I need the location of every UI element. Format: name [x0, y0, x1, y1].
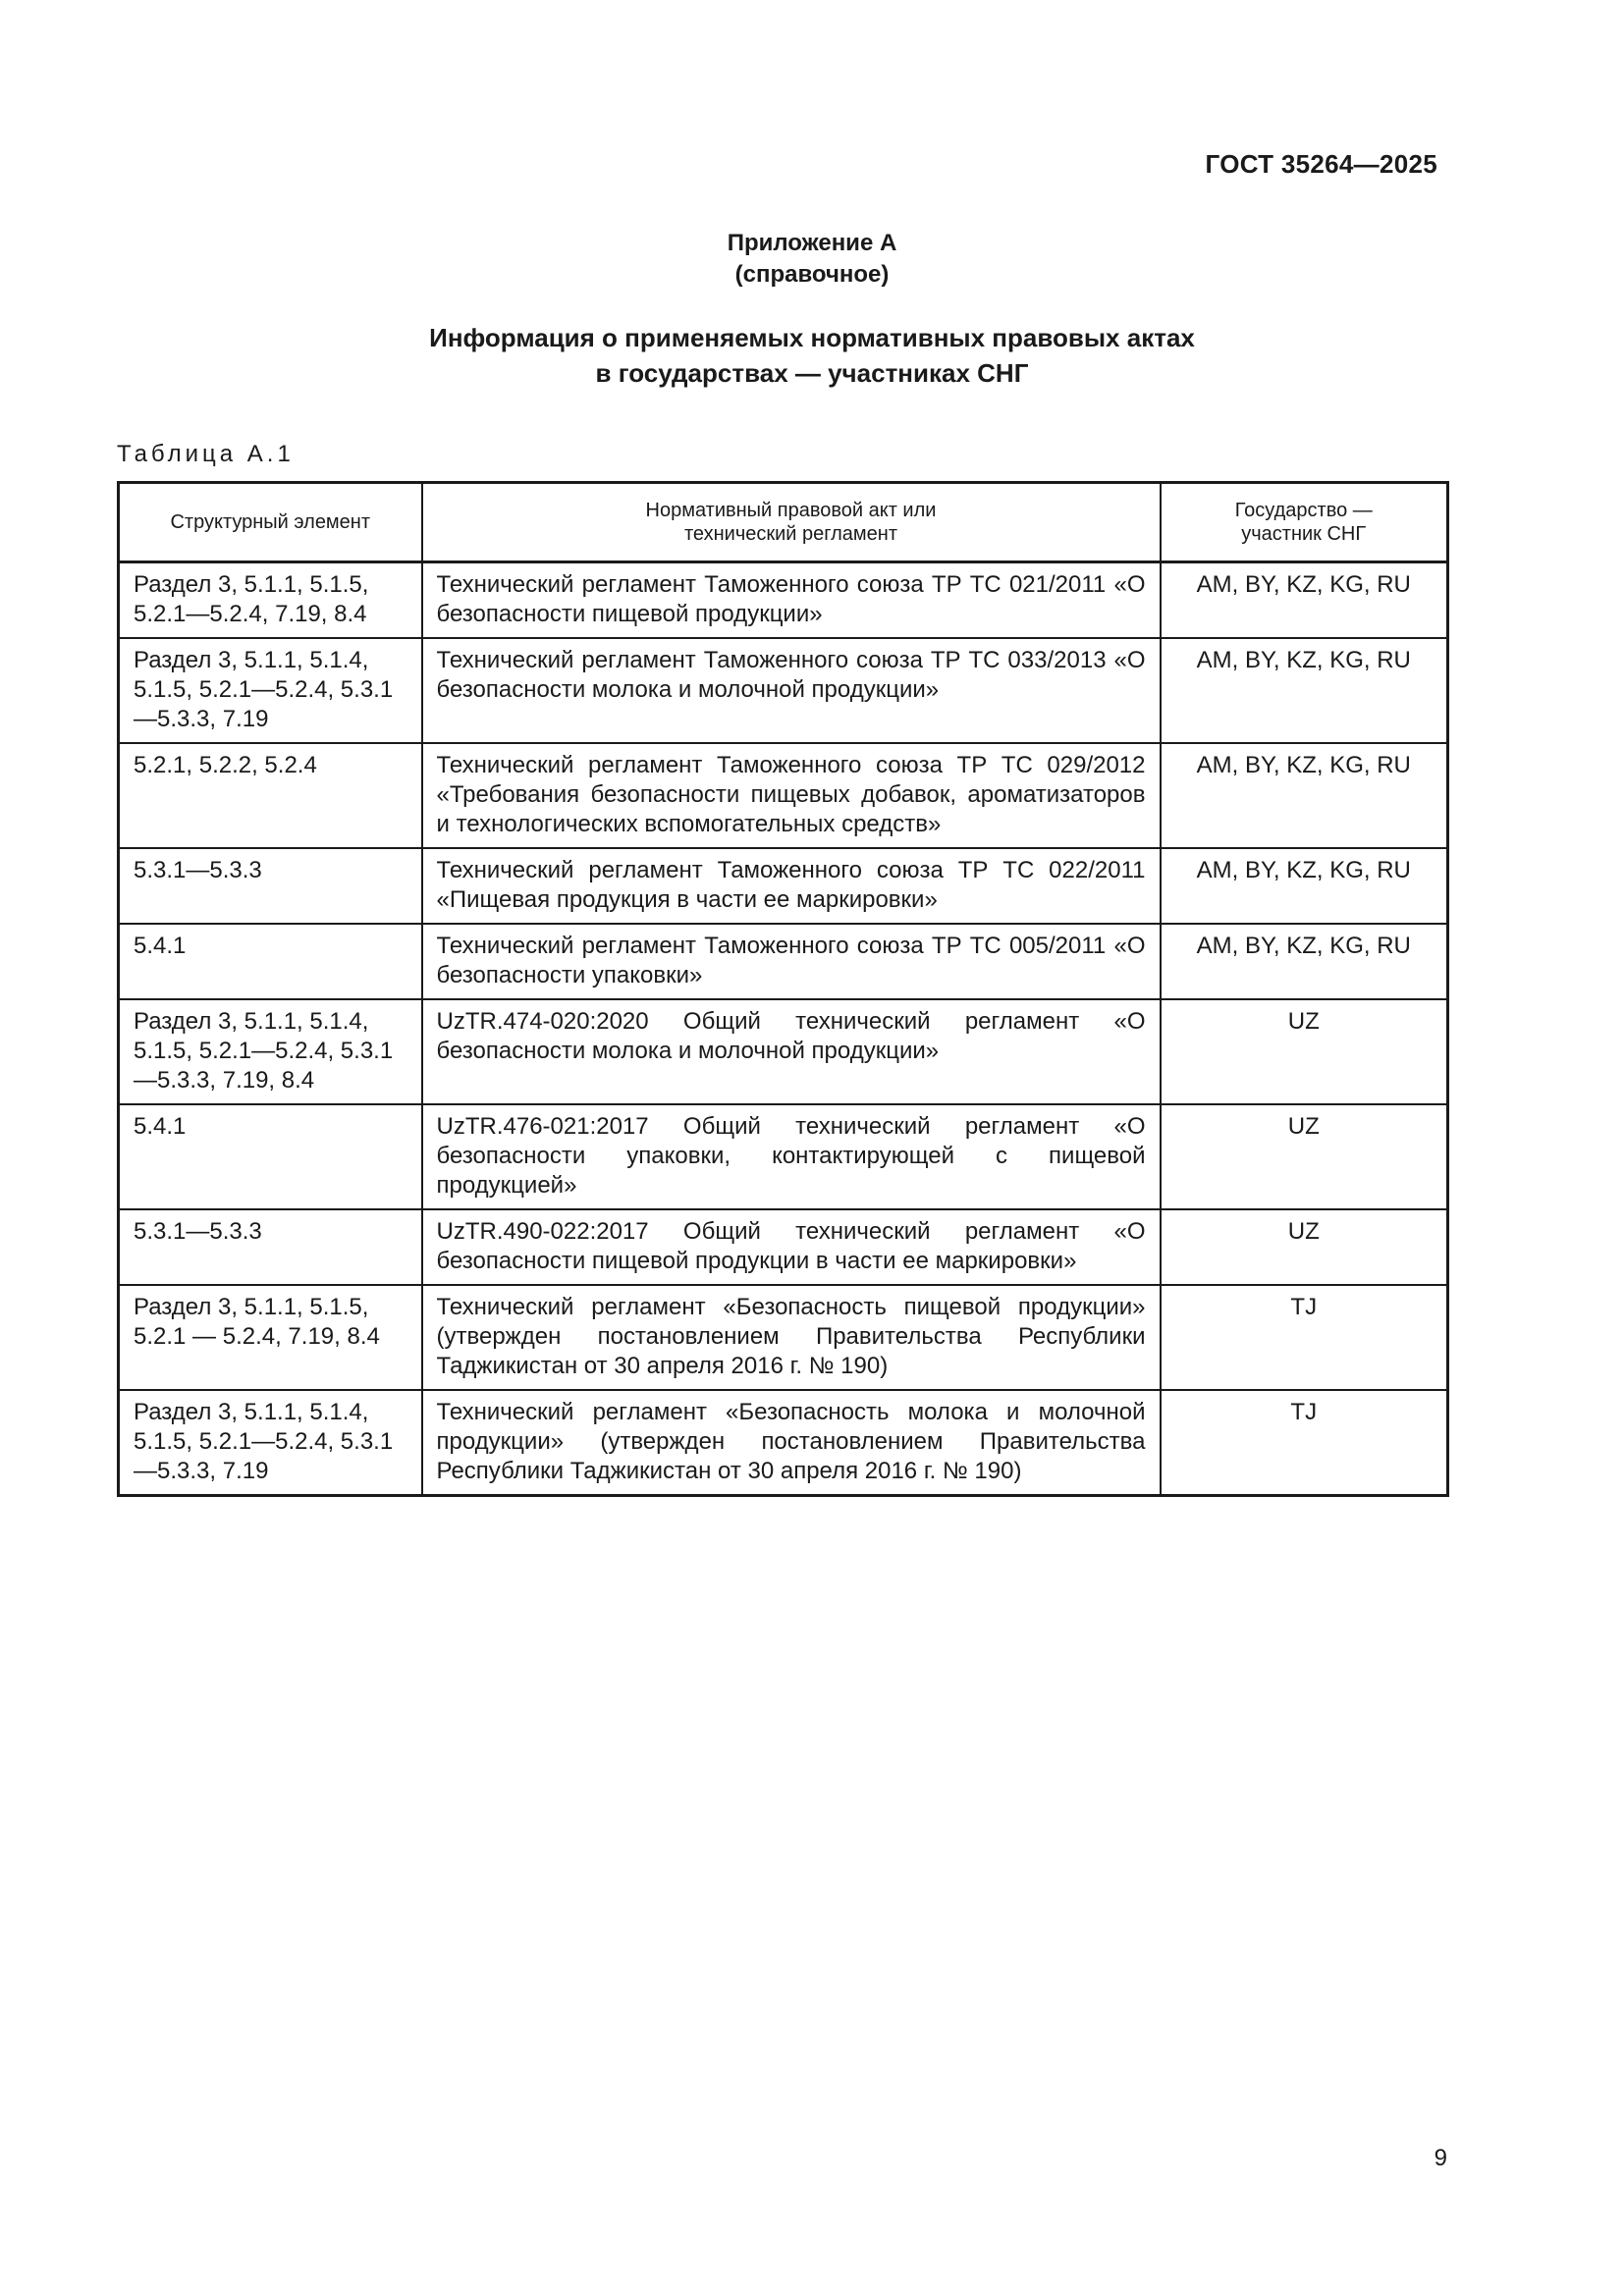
regulation-cell: Технический регламент «Безопасность молока и молочной продукции» (утвержден постановлением Правительства Республики Таджикистан от 30 апреля 2016 г. № 190) [422, 1390, 1161, 1496]
regulation-cell: Технический регламент Таможенного союза ТР ТС 033/2013 «О безопасности молока и молочной продукции» [422, 638, 1161, 743]
structural-element-cell: Раздел 3, 5.1.1, 5.1.4, 5.1.5, 5.2.1—5.2.4, 5.3.1—5.3.3, 7.19, 8.4 [119, 999, 422, 1104]
table-header-row [119, 483, 1448, 562]
state-cell: AM, BY, KZ, KG, RU [1161, 743, 1448, 848]
table-caption: Таблица А.1 [117, 441, 295, 467]
structural-element-cell: Раздел 3, 5.1.1, 5.1.4, 5.1.5, 5.2.1—5.2.4, 5.3.1—5.3.3, 7.19 [119, 1390, 422, 1496]
table-row [119, 638, 1448, 743]
column-header-state-line1: Государство — [1234, 500, 1373, 521]
structural-element-cell: 5.4.1 [119, 1104, 422, 1209]
state-cell: UZ [1161, 1104, 1448, 1209]
structural-element-cell: 5.4.1 [119, 924, 422, 999]
appendix-title: Приложение А [727, 230, 897, 256]
regulation-cell: UzTR.490-022:2017 Общий технический регламент «О безопасности пищевой продукции в части ее маркировки» [422, 1209, 1161, 1285]
structural-element-cell: 5.3.1—5.3.3 [119, 848, 422, 924]
regulation-cell: Технический регламент Таможенного союза ТР ТС 005/2011 «О безопасности упаковки» [422, 924, 1161, 999]
state-cell: UZ [1161, 999, 1448, 1104]
state-cell: AM, BY, KZ, KG, RU [1161, 638, 1448, 743]
table-row [119, 1104, 1448, 1209]
table-row [119, 1285, 1448, 1390]
structural-element-cell: Раздел 3, 5.1.1, 5.1.4, 5.1.5, 5.2.1—5.2.4, 5.3.1—5.3.3, 7.19 [119, 638, 422, 743]
column-header-act-line1: Нормативный правовой акт или [645, 500, 937, 521]
table-row [119, 1390, 1448, 1496]
appendix-header [0, 228, 1624, 291]
column-header-element-label: Структурный элемент [170, 511, 371, 533]
state-cell: AM, BY, KZ, KG, RU [1161, 562, 1448, 639]
column-header-state [1161, 483, 1448, 562]
section-heading [0, 320, 1624, 391]
structural-element-cell: Раздел 3, 5.1.1, 5.1.5, 5.2.1—5.2.4, 7.19, 8.4 [119, 562, 422, 639]
state-cell: TJ [1161, 1285, 1448, 1390]
state-cell: UZ [1161, 1209, 1448, 1285]
column-header-act-line2: технический регламент [683, 523, 897, 545]
structural-element-cell: 5.3.1—5.3.3 [119, 1209, 422, 1285]
state-cell: AM, BY, KZ, KG, RU [1161, 848, 1448, 924]
column-header-state-line2: участник СНГ [1241, 523, 1367, 545]
section-heading-line2: в государствах — участниках СНГ [595, 358, 1029, 388]
table-row [119, 1209, 1448, 1285]
table-row [119, 743, 1448, 848]
regulation-cell: Технический регламент «Безопасность пищевой продукции» (утвержден постановлением Правительства Республики Таджикистан от 30 апреля 2016 г. № 190) [422, 1285, 1161, 1390]
structural-element-cell: 5.2.1, 5.2.2, 5.2.4 [119, 743, 422, 848]
regulation-cell: Технический регламент Таможенного союза ТР ТС 022/2011 «Пищевая продукция в части ее маркировки» [422, 848, 1161, 924]
regulation-cell: UzTR.476-021:2017 Общий технический регламент «О безопасности упаковки, контактирующей с пищевой продукцией» [422, 1104, 1161, 1209]
regulation-cell: Технический регламент Таможенного союза ТР ТС 021/2011 «О безопасности пищевой продукции» [422, 562, 1161, 639]
page-number: 9 [1434, 2145, 1447, 2171]
regulations-table [117, 481, 1449, 1497]
column-header-act [422, 483, 1161, 562]
document-code: ГОСТ 35264—2025 [1205, 149, 1437, 179]
column-header-element [119, 483, 422, 562]
regulation-cell: Технический регламент Таможенного союза ТР ТС 029/2012 «Требования безопасности пищевых добавок, ароматизаторов и технологических вспомогательных средств» [422, 743, 1161, 848]
table-row [119, 999, 1448, 1104]
table-row [119, 848, 1448, 924]
state-cell: TJ [1161, 1390, 1448, 1496]
appendix-type: (справочное) [734, 261, 890, 288]
section-heading-line1: Информация о применяемых нормативных правовых актах [429, 323, 1195, 352]
regulation-cell: UzTR.474-020:2020 Общий технический регламент «О безопасности молока и молочной продукции» [422, 999, 1161, 1104]
table-row [119, 562, 1448, 639]
table-row [119, 924, 1448, 999]
state-cell: AM, BY, KZ, KG, RU [1161, 924, 1448, 999]
structural-element-cell: Раздел 3, 5.1.1, 5.1.5, 5.2.1 — 5.2.4, 7.19, 8.4 [119, 1285, 422, 1390]
